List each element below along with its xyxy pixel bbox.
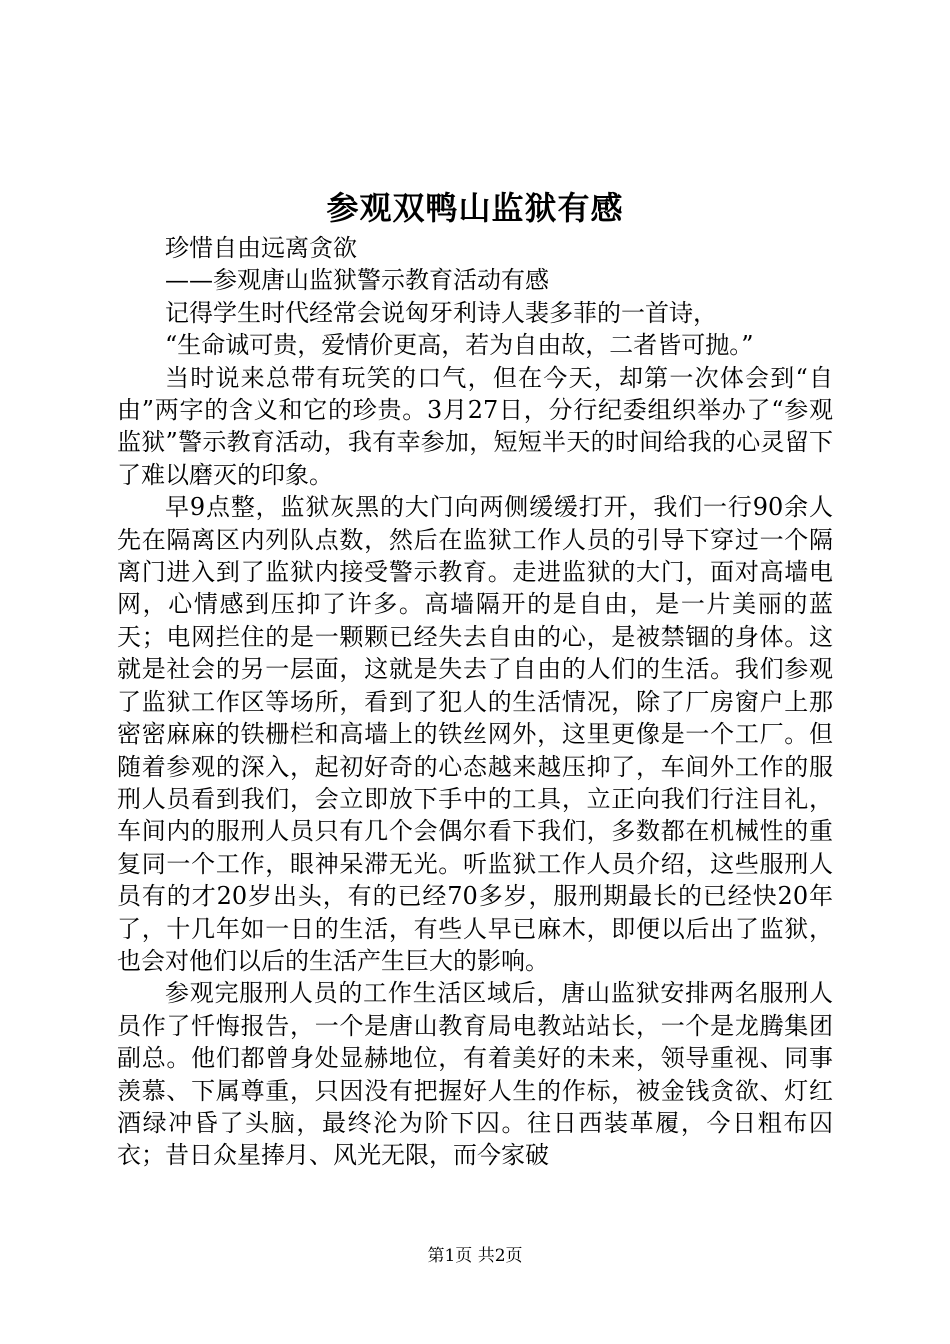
paragraph-2: 早9点整，监狱灰黑的大门向两侧缓缓打开，我们一行90余人先在隔离区内列队点数，然后在监狱工作人员的引导下穿过一个隔离门进入到了监狱内接受警示教育。走进监狱的大门，面对高墙电网，心情感到压抑了许多。高墙隔开的是自由，是一片美丽的蓝天；电网拦住的是一颗颗已经失去自由的心，是被禁锢的身体。这就是社会的另一层面，这就是失去了自由的人们的生活。我们参观了监狱工作区等场所，看到了犯人的生活情况，除了厂房窗户上那密密麻麻的铁栅栏和高墙上的铁丝网外，这里更像是一个工厂。但随着参观的深入，起初好奇的心态越来越压抑了，车间外工作的服刑人员看到我们，会立即放下手中的工具，立正向我们行注目礼，车间内的服刑人员只有几个会偶尔看下我们，多数都在机械性的重复同一个工作，眼神呆滞无光。听监狱工作人员介绍，这些服刑人员有的才20岁出头，有的已经70多岁，服刑期最长的已经快20年了，十几年如一日的生活，有些人早已麻木，即便以后出了监狱，也会对他们以后的生活产生巨大的影响。	[117, 493, 833, 975]
page-footer: 第1页 共2页	[427, 1246, 523, 1266]
page-title: 参观双鸭山监狱有感	[326, 189, 624, 227]
paragraph-1: 当时说来总带有玩笑的口气，但在今天，却第一次体会到“自由”两字的含义和它的珍贵。3月27日，分行纪委组织举办了“参观监狱”警示教育活动，我有幸参加，短短半天的时间给我的心灵留下了难以磨灭的印象。	[117, 363, 833, 489]
subtitle-sub-line: ——参观唐山监狱警示教育活动有感	[165, 266, 549, 295]
subtitle-line: 珍惜自由远离贪欲	[165, 234, 357, 262]
document-body	[117, 232, 833, 1172]
paragraph-poem: “生命诚可贵，爱情价更高，若为自由故，二者皆可抛。”	[165, 331, 754, 360]
paragraph-intro: 记得学生时代经常会说匈牙利诗人裴多菲的一首诗，	[165, 298, 717, 327]
paragraph-3: 参观完服刑人员的工作生活区域后，唐山监狱安排两名服刑人员作了忏悔报告，一个是唐山教育局电教站站长，一个是龙腾集团副总。他们都曾身处显赫地位，有着美好的未来，领导重视、同事羡慕、下属尊重，只因没有把握好人生的作标，被金钱贪欲、灯红酒绿冲昏了头脑，最终沦为阶下囚。往日西装革履，今日粗布囚衣；昔日众星捧月、风光无限，而今家破	[117, 979, 833, 1170]
